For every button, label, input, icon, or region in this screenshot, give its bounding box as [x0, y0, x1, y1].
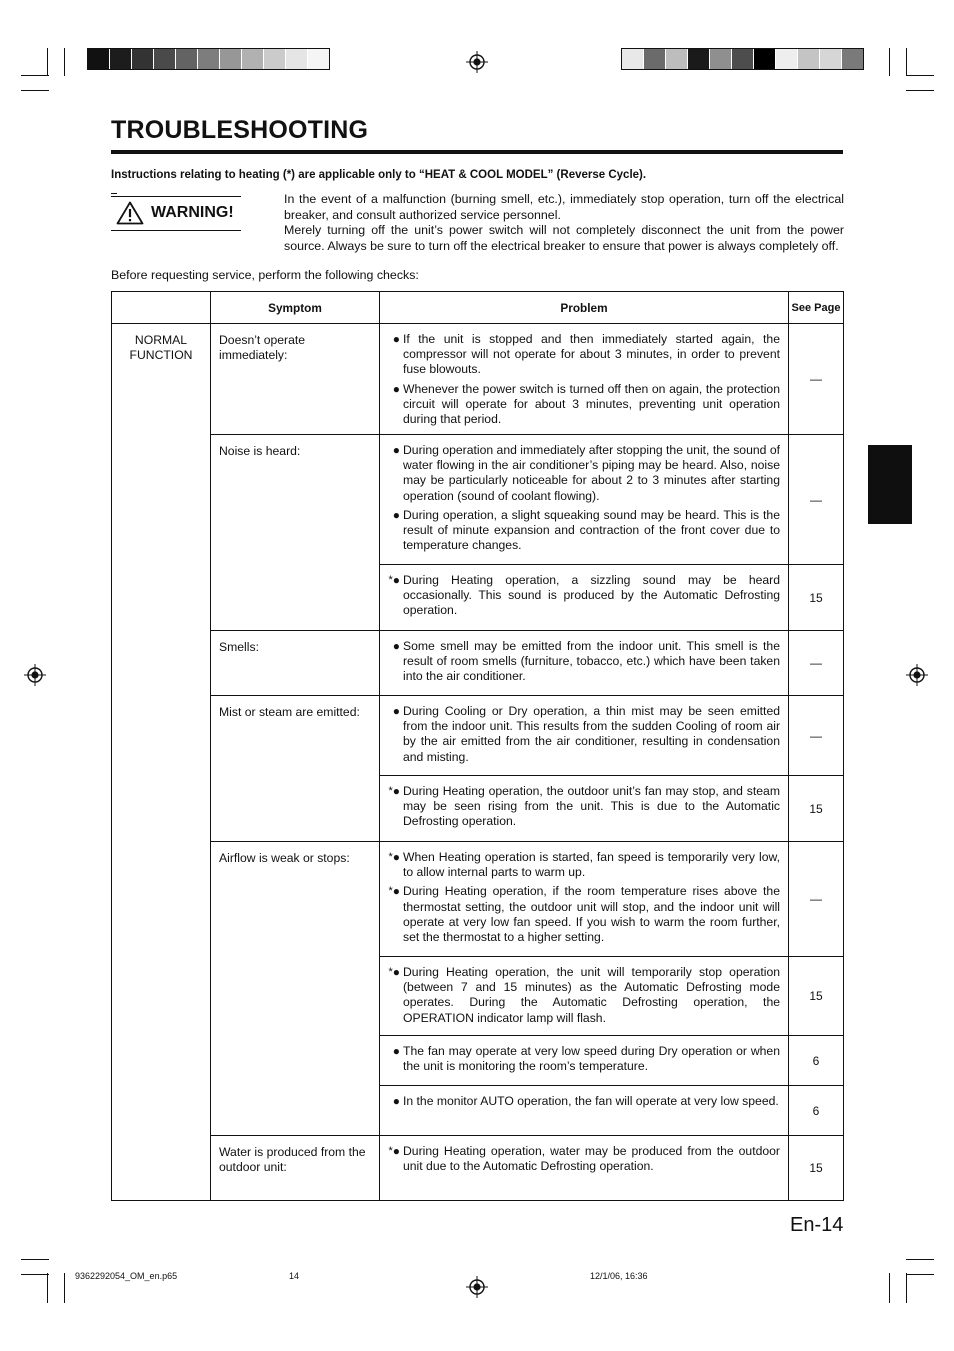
problem-item	[384, 1044, 780, 1074]
problem-text: When Heating operation is started, fan speed is temporarily very low, to allow internal parts to warm up.	[403, 850, 780, 880]
problem-cell	[380, 1136, 789, 1201]
problem-item	[384, 382, 780, 428]
category-header	[112, 292, 211, 324]
bullet-icon	[384, 884, 403, 945]
problem-cell	[380, 776, 789, 842]
warning-triangle-icon	[116, 201, 144, 225]
problem-item	[384, 573, 780, 619]
color-swatch	[798, 49, 820, 69]
bullet-dot: ●	[392, 573, 400, 587]
problem-cell	[380, 631, 789, 696]
see-page-cell: —	[789, 435, 844, 565]
bullet-dot: ●	[392, 1044, 400, 1058]
see-page-cell: 15	[789, 1136, 844, 1201]
bullet-icon	[384, 508, 403, 554]
color-swatch	[110, 49, 132, 69]
symptom-cell: Smells:	[211, 631, 380, 696]
symptom-cell: Doesn’t operate immediately:	[211, 324, 380, 435]
footer-timestamp: 12/1/06, 16:36	[590, 1271, 648, 1281]
heating-note: Instructions relating to heating (*) are applicable only to “HEAT & COOL MODEL” (Reverse Cycle).	[111, 169, 647, 181]
problem-item	[384, 1144, 780, 1174]
crosshair-registration-icon	[466, 51, 488, 73]
color-swatch	[666, 49, 688, 69]
bullet-dot: ●	[392, 332, 400, 346]
color-swatch	[198, 49, 220, 69]
problem-text: In the monitor AUTO operation, the fan will operate at very low speed.	[403, 1094, 779, 1108]
bullet-icon	[384, 1094, 403, 1109]
problem-text: During operation and immediately after stopping the unit, the sound of water flowing in the air conditioner’s piping may be heard. Also, noise may be particularly noticeable for about 2 to 3 minutes after starting operation (sound of coolant flowing).	[403, 443, 780, 503]
color-swatch	[710, 49, 732, 69]
table-row	[112, 696, 844, 776]
bullet-icon	[384, 965, 403, 1026]
problem-item	[384, 639, 780, 685]
color-swatch	[820, 49, 842, 69]
problem-item	[384, 704, 780, 765]
problem-header: Problem	[380, 292, 789, 324]
color-swatch	[132, 49, 154, 69]
see-page-cell: 15	[789, 565, 844, 631]
problem-text: During Heating operation, if the room temperature rises above the thermostat setting, the outdoor unit will stop, and the indoor unit will operate at very low fan speed. If you wish to warm the room further, set the thermostat to a higher setting.	[403, 884, 780, 945]
color-swatch	[264, 49, 286, 69]
bullet-dot: ●	[392, 965, 400, 979]
color-swatch	[688, 49, 710, 69]
troubleshooting-table	[111, 291, 844, 1201]
see-page-cell: —	[789, 696, 844, 776]
bullet-icon	[384, 382, 403, 428]
problem-item	[384, 884, 780, 945]
problem-text: During Heating operation, the outdoor unit’s fan may stop, and steam may be seen rising from the unit. This is due to the Automatic Defrosting operation.	[403, 784, 780, 829]
title-rule	[111, 150, 843, 154]
right-color-bar	[621, 48, 864, 70]
table-row	[112, 842, 844, 957]
see-page-cell: 6	[789, 1086, 844, 1136]
symptom-cell: Mist or steam are emitted:	[211, 696, 380, 842]
problem-cell	[380, 1086, 789, 1136]
color-swatch	[154, 49, 176, 69]
footer-page: 14	[289, 1271, 300, 1281]
heat-marker: *	[388, 966, 393, 978]
problem-item	[384, 784, 780, 830]
table-header-row	[112, 292, 844, 324]
bullet-dot: ●	[392, 704, 400, 718]
color-swatch	[622, 49, 644, 69]
crosshair-registration-icon	[466, 1276, 488, 1298]
bullet-icon	[384, 1144, 403, 1174]
bullet-icon	[384, 639, 403, 685]
table-row	[112, 435, 844, 565]
heat-marker: *	[388, 851, 393, 863]
see-page-cell: —	[789, 324, 844, 435]
problem-text: During Heating operation, water may be produced from the outdoor unit due to the Automatic Defrosting operation.	[403, 1144, 780, 1174]
problem-cell	[380, 696, 789, 776]
symptom-cell: Water is produced from the outdoor unit:	[211, 1136, 380, 1201]
warning-box	[111, 196, 241, 231]
bullet-icon	[384, 784, 403, 830]
bullet-dot: ●	[392, 443, 400, 457]
table-row	[112, 1136, 844, 1201]
problem-item	[384, 1094, 780, 1109]
bullet-icon	[384, 850, 403, 880]
color-swatch	[842, 49, 863, 69]
section-side-tab	[868, 445, 912, 524]
intro-text: Before requesting service, perform the following checks:	[111, 268, 419, 282]
symptom-header: Symptom	[211, 292, 380, 324]
see-page-cell: 15	[789, 957, 844, 1036]
bullet-dot: ●	[392, 850, 400, 864]
bullet-dot: ●	[392, 884, 400, 899]
crosshair-registration-icon	[24, 664, 46, 686]
table-row	[112, 324, 844, 435]
problem-text: During Heating operation, the unit will temporarily stop operation (between 7 and 15 minutes) as the Automatic Defrosting mode operates. During the Automatic Defrosting operation, the OPERATION indicator lamp will flash.	[403, 965, 780, 1025]
warning-paragraph: Merely turning off the unit’s power switch will not completely disconnect the unit from the power source. Always be sure to turn off the electrical breaker to ensure that power is always completely off.	[284, 223, 844, 253]
bullet-icon	[384, 332, 403, 378]
color-swatch	[220, 49, 242, 69]
table-row	[112, 631, 844, 696]
bullet-dot: ●	[392, 381, 400, 396]
problem-text: Whenever the power switch is turned off then on again, the protection circuit will operate for about 3 minutes, preventing unit operation during that period.	[403, 381, 780, 427]
color-swatch	[286, 49, 308, 69]
bullet-dot: ●	[392, 784, 400, 798]
page-number: En-14	[790, 1214, 844, 1236]
heat-marker: *	[388, 574, 393, 586]
problem-text: During operation, a slight squeaking sound may be heard. This is the result of minute expansion and contraction of the front cover due to temperature changes.	[403, 507, 780, 553]
warning-paragraph: In the event of a malfunction (burning smell, etc.), immediately stop operation, turn off the electrical breaker, and consult authorized service personnel.	[284, 192, 844, 222]
category-cell: NORMAL FUNCTION	[112, 324, 211, 1201]
bullet-icon	[384, 1044, 403, 1074]
see-page-cell: —	[789, 631, 844, 696]
bullet-icon	[384, 704, 403, 765]
bullet-dot: ●	[392, 1094, 400, 1108]
problem-item	[384, 508, 780, 554]
see-page-cell: —	[789, 842, 844, 957]
problem-cell	[380, 957, 789, 1036]
warning-text	[284, 192, 844, 254]
symptom-cell: Airflow is weak or stops:	[211, 842, 380, 1136]
problem-cell	[380, 435, 789, 565]
heat-marker: *	[388, 885, 393, 898]
color-swatch	[242, 49, 264, 69]
problem-item	[384, 850, 780, 880]
problem-cell	[380, 565, 789, 631]
heat-marker: *	[388, 785, 393, 797]
bullet-icon	[384, 443, 403, 504]
problem-text: During Cooling or Dry operation, a thin mist may be seen emitted from the indoor unit. This results from the sudden Cooling of room air by the air emitted from the air conditioner, resulting in condensation and misting.	[403, 704, 780, 764]
bullet-icon	[384, 573, 403, 619]
problem-text: Some smell may be emitted from the indoor unit. This smell is the result of room smells (furniture, tobacco, etc.) which have been taken into the air conditioner.	[403, 639, 780, 684]
see-page-cell: 15	[789, 776, 844, 842]
left-color-bar	[87, 48, 330, 70]
problem-item	[384, 332, 780, 378]
problem-text: The fan may operate at very low speed during Dry operation or when the unit is monitoring the room’s temperature.	[403, 1044, 780, 1074]
bullet-dot: ●	[392, 1144, 400, 1158]
see-page-header: See Page	[789, 292, 844, 324]
heat-marker: *	[388, 1145, 393, 1157]
color-swatch	[754, 49, 776, 69]
problem-cell	[380, 1036, 789, 1086]
warning-tick	[111, 193, 117, 194]
footer-filename: 9362292054_OM_en.p65	[75, 1271, 178, 1281]
color-swatch	[308, 49, 329, 69]
problem-cell	[380, 842, 789, 957]
color-swatch	[88, 49, 110, 69]
problem-text: If the unit is stopped and then immediately started again, the compressor will not operate for about 3 minutes, in order to prevent fuse blowouts.	[403, 332, 780, 377]
problem-item	[384, 443, 780, 504]
color-swatch	[776, 49, 798, 69]
color-swatch	[176, 49, 198, 69]
problem-text: During Heating operation, a sizzling sound may be heard occasionally. This sound is produced by the Automatic Defrosting operation.	[403, 573, 780, 618]
bullet-dot: ●	[392, 639, 400, 653]
problem-cell	[380, 324, 789, 435]
warning-label: WARNING!	[151, 204, 234, 221]
color-swatch	[644, 49, 666, 69]
color-swatch	[732, 49, 754, 69]
crosshair-registration-icon	[906, 664, 928, 686]
see-page-cell: 6	[789, 1036, 844, 1086]
symptom-cell: Noise is heard:	[211, 435, 380, 631]
page-title: TROUBLESHOOTING	[111, 116, 369, 144]
problem-item	[384, 965, 780, 1026]
bullet-dot: ●	[392, 507, 400, 522]
